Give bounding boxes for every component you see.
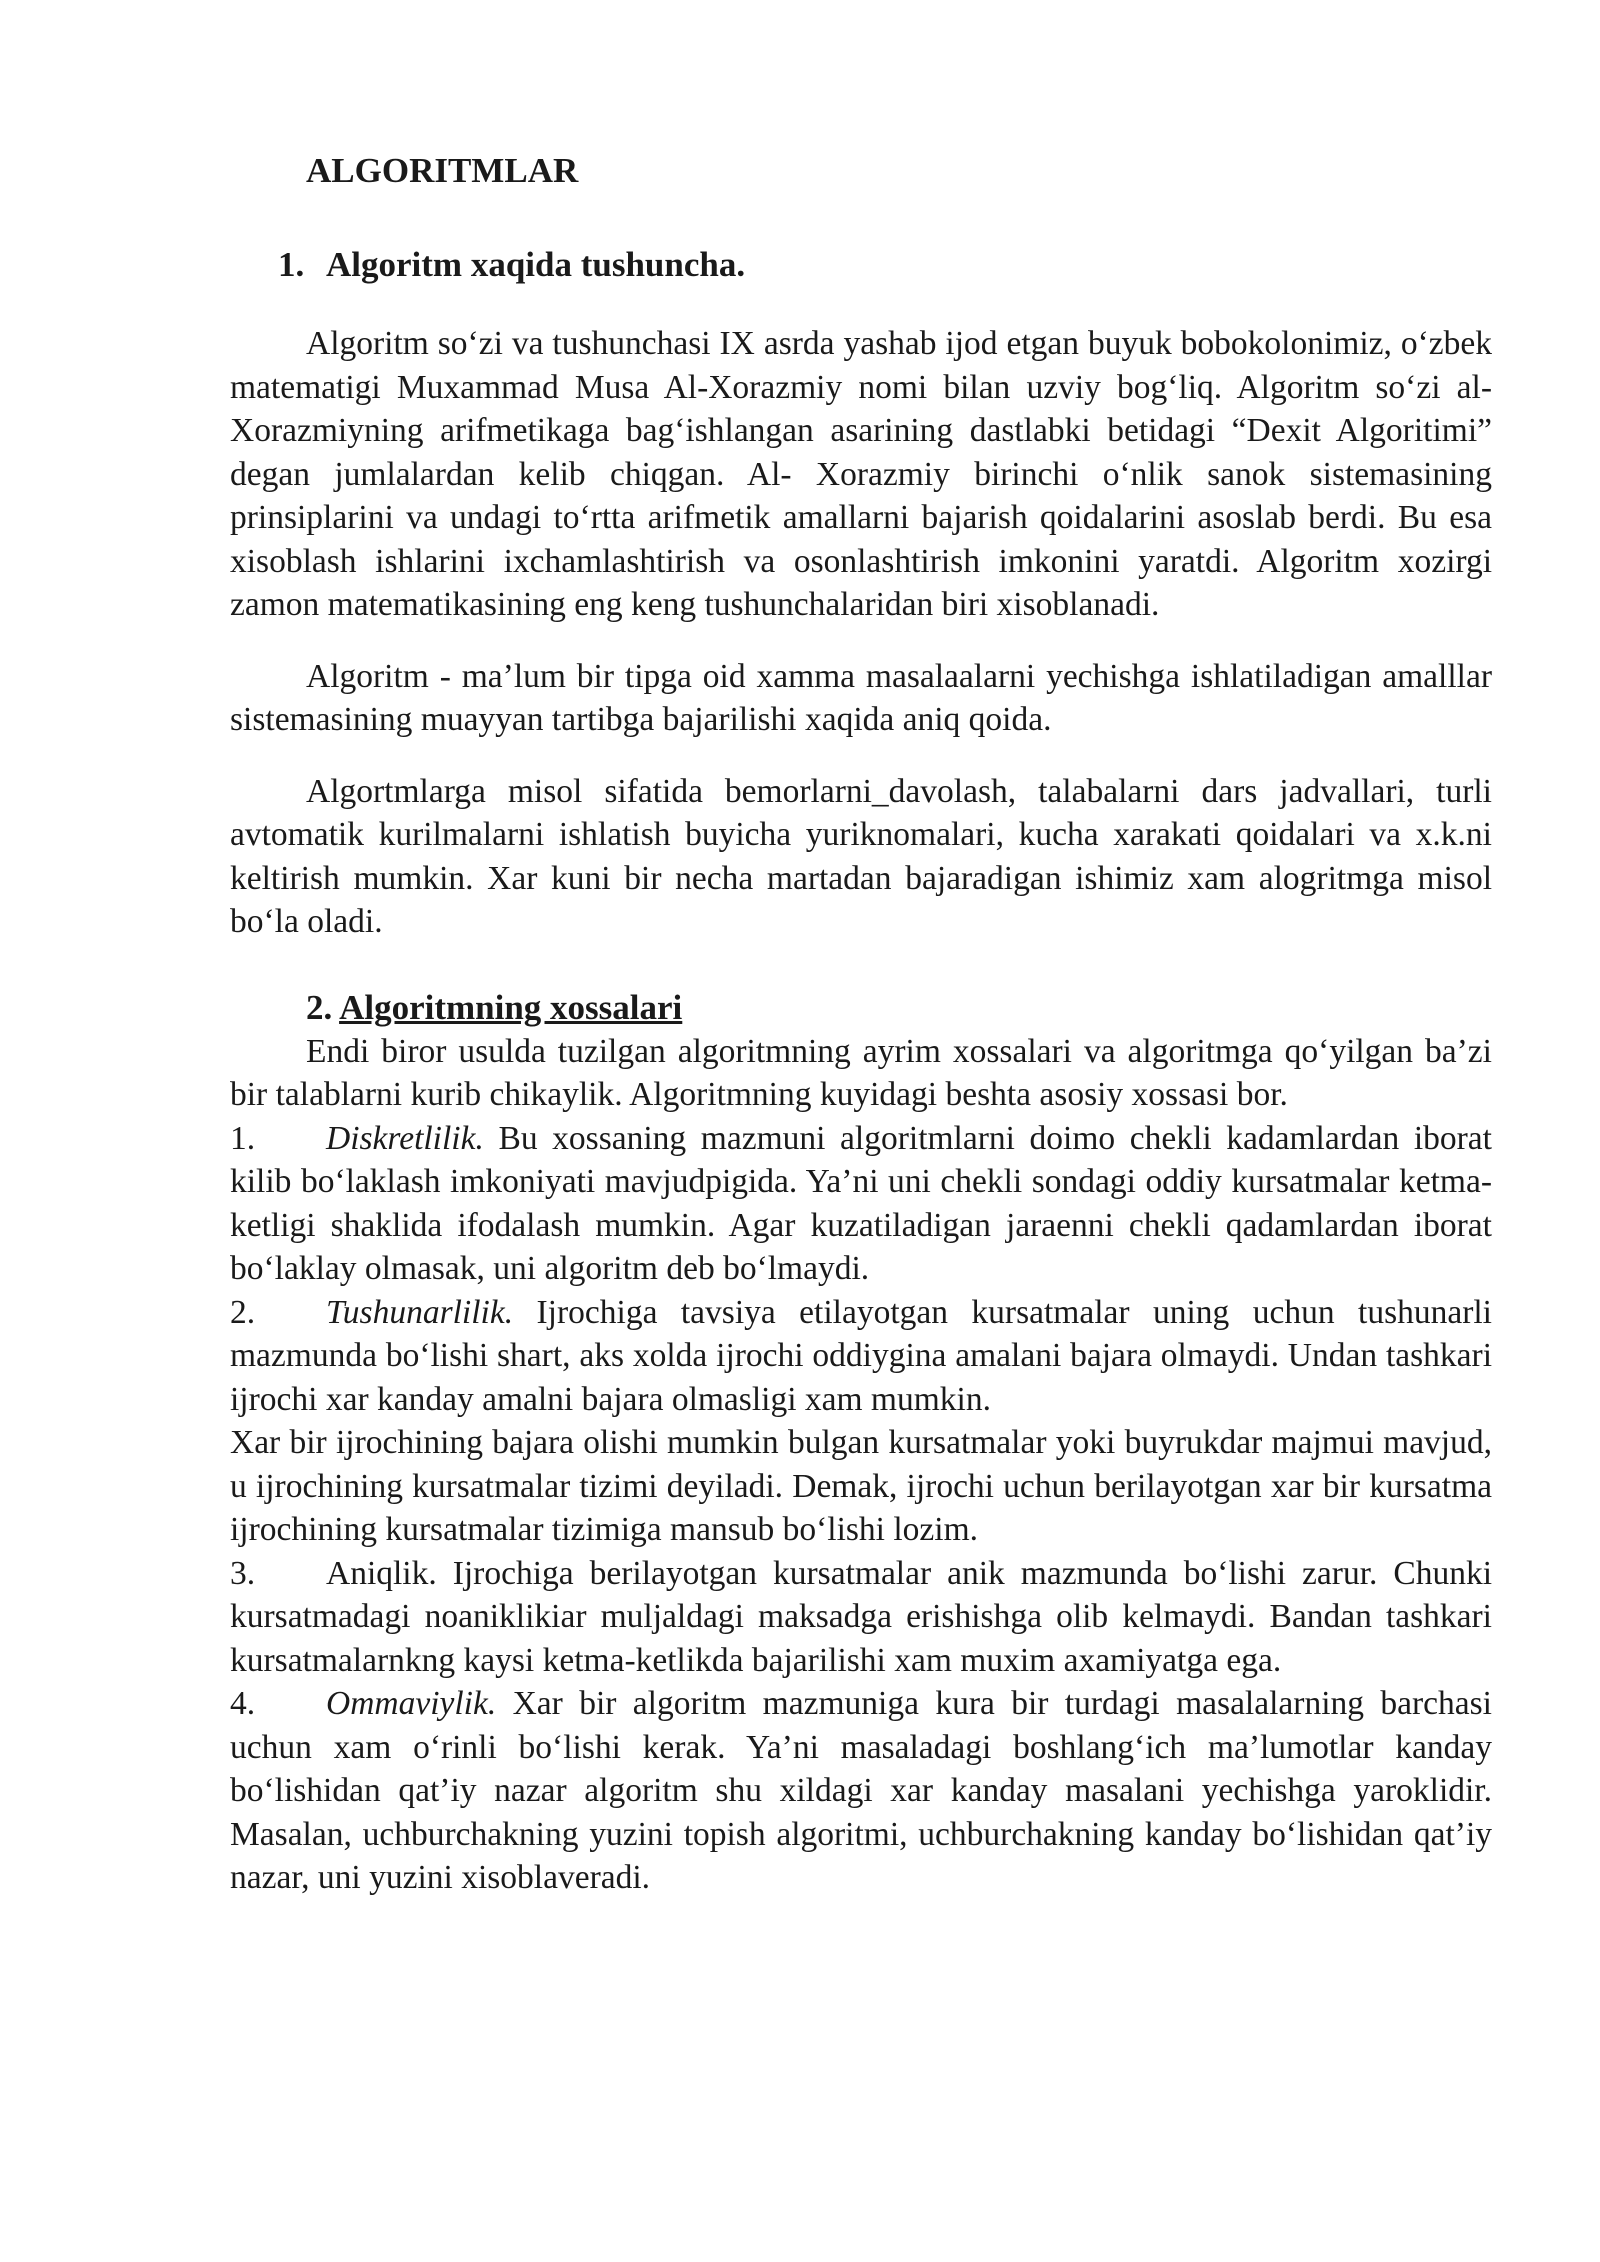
list-item-understandability — [230, 1291, 1492, 1422]
paragraph-algorithm-definition: Algoritm - ma’lum bir tipga oid xamma masalaalarni yechishga ishlatiladigan amalllar sistemasining muayyan tartibga bajarilishi xaqida aniq qoida. — [230, 657, 1492, 738]
list-item-term: Tushunarlilik. — [326, 1293, 514, 1331]
paragraph-algorithm-origin: Algoritm so‘zi va tushunchasi IX asrda yashab ijod etgan buyuk bobokolonimiz, o‘zbek matematigi Muxammad Musa Al-Xorazmiy nomi bilan uzviy bog‘liq. Algoritm so‘zi al-Xorazmiyning arifmetikaga bag‘ishlangan asarining dastlabki betidagi “Dexit Algoritimi” degan jumlalardan kelib chiqgan. Al- Xorazmiy birinchi o‘nlik sanok sistemasining prinsiplarini va undagi to‘rtta arifmetik amallarni bajarish qoidalarini asoslab berdi. Bu esa xisoblash ishlarini ixchamlashtirish va osonlashtirish imkonini yaratdi. Algoritm xozirgi zamon matematikasining eng keng tushunchalaridan biri xisoblanadi. — [230, 325, 1492, 623]
section-2-number: 2. — [306, 987, 333, 1027]
list-item-massiveness — [230, 1682, 1492, 1900]
list-item-text: Ijrochiga berilayotgan kursatmalar anik mazmunda bo‘lishi zarur. Chunki kursatmadagi noaniklikiar muljaldagi maksadga erishishga olib kelmaydi. Bandan tashkari kursatmalarnkng kaysi ketma-ketlikda bajarilishi xam muxim axamiyatga ega. — [230, 1554, 1492, 1679]
document-page — [230, 148, 1492, 1900]
paragraph-algorithm-examples: Algortmlarga misol sifatida bemorlarni_davolash, talabalarni dars jadvallari, turli avtomatik kurilmalarni ishlatish buyicha yuriknomalari, kucha xarakati qoidalari va x.k.ni keltirish mumkin. Xar kuni bir necha martadan bajaradigan ishimiz xam alogritmga misol bo‘la oladi. — [230, 772, 1492, 940]
paragraph-command-system: Xar bir ijrochining bajara olishi mumkin bulgan kursatmalar yoki buyrukdar majmui mavjud, u ijrochining kursatmalar tizimi deyiladi. Demak, ijrochi uchun berilayotgan xar bir kursatma ijrochining kursatmalar tizimiga mansub bo‘lishi lozim. — [230, 1424, 1492, 1548]
list-item-text: Bu xossaning mazmuni algoritmlarni doimo chekli kadamlardan iborat kilib bo‘laklash imkoniyati mavjudpigida. Ya’ni uni chekli sondagi oddiy kursatmalar ketma-ketligi shaklida ifodalash mumkin. Agar kuzatiladigan jaraenni chekli qadamlardan iborat bo‘laklay olmasak, uni algoritm deb bo‘lmaydi. — [230, 1119, 1492, 1287]
section-1-heading-text: Algoritm xaqida tushuncha. — [326, 245, 746, 284]
list-item-term: Diskretlilik. — [326, 1119, 484, 1157]
list-item-number: 4. — [230, 1685, 256, 1722]
list-item-term: Aniqlik. — [326, 1554, 437, 1592]
section-1-number: 1. — [278, 245, 305, 284]
paragraph-properties-intro: Endi biror usulda tuzilgan algoritmning ayrim xossalari va algoritmga qo‘yilgan ba’zi bir talablarni kurib chikaylik. Algoritmning kuyidagi beshta asosiy xossasi bor. — [230, 1032, 1492, 1113]
list-item-text: Ijrochiga tavsiya etilayotgan kursatmalar uning uchun tushunarli mazmunda bo‘lishi shart, aks xolda ijrochi oddiygina amalani bajara olmaydi. Undan tashkari ijrochi xar kanday amalni bajara olmasligi xam mumkin. — [230, 1293, 1492, 1418]
list-item-text: Xar bir algoritm mazmuniga kura bir turdagi masalalarning barchasi uchun xam o‘rinli bo‘lishi kerak. Ya’ni masaladagi boshlang‘ich ma’lumotlar kanday bo‘lishidan qat’iy nazar algoritm shu xildagi xar kanday masalani yechishga yaroklidir. Masalan, uchburchakning yuzini topish algoritmi, uchburchakning kanday bo‘lishidan qat’iy nazar, uni yuzini xisoblaveradi. — [230, 1685, 1492, 1896]
section-2-heading-text: Algoritmning xossalari — [339, 987, 683, 1027]
list-item-accuracy — [230, 1552, 1492, 1683]
section-2-heading — [306, 986, 1492, 1030]
list-item-number: 2. — [230, 1293, 256, 1331]
document-title: ALGORITMLAR — [306, 151, 579, 190]
list-item-term: Ommaviylik. — [326, 1685, 497, 1722]
list-item-number: 3. — [230, 1554, 256, 1592]
list-item-number: 1. — [230, 1119, 256, 1157]
section-1-heading — [278, 242, 1492, 288]
list-item-discreteness — [230, 1117, 1492, 1291]
